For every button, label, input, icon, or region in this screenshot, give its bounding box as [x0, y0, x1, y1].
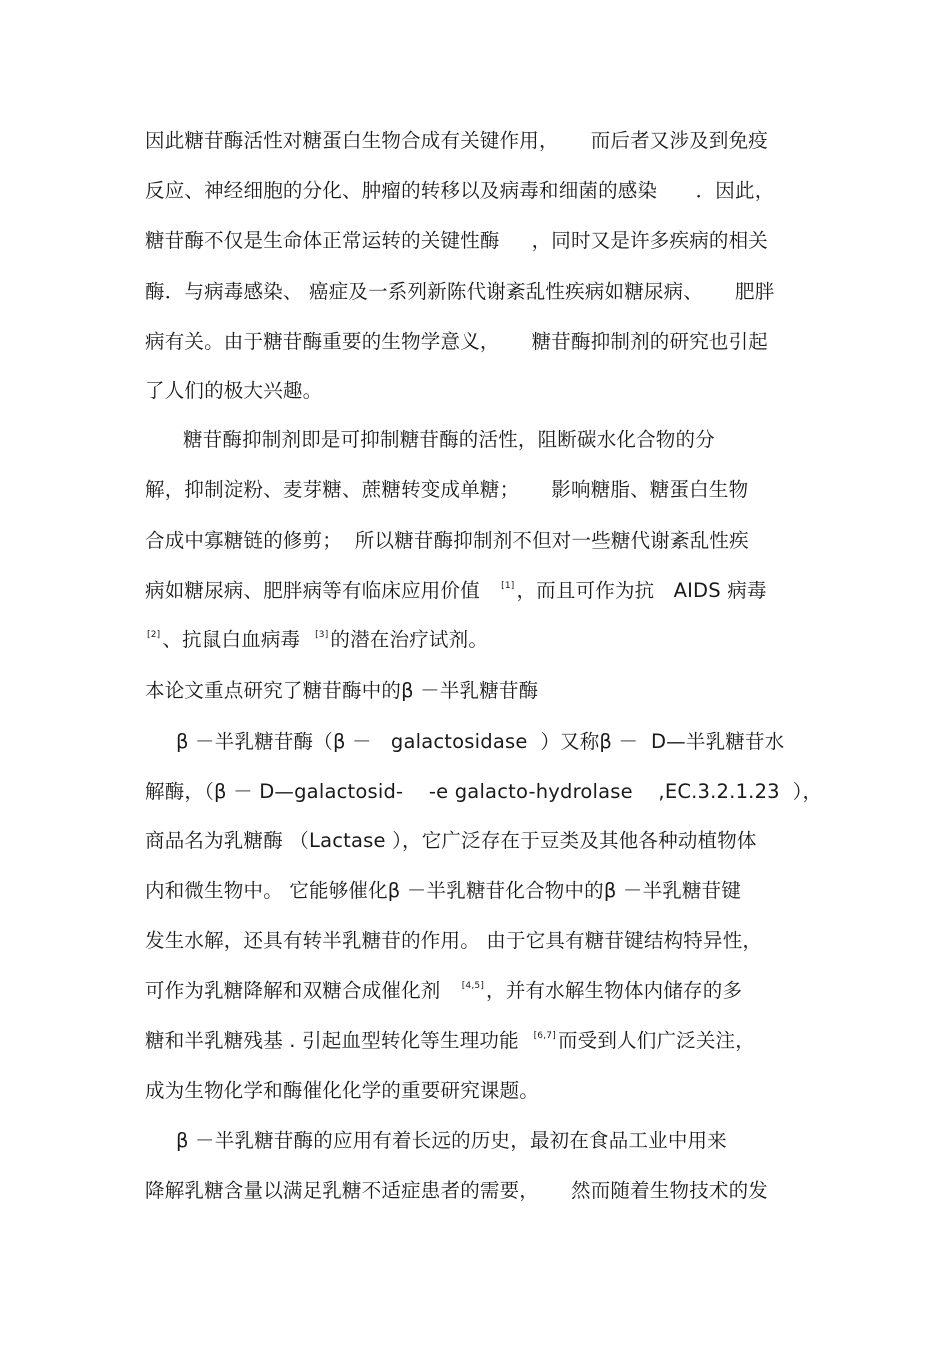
text-line-18 [145, 978, 742, 1004]
line-text: 糖和半乳糖残基 . 引起血型转化等生理功能 [145, 1029, 532, 1052]
text-line-10 [145, 578, 767, 604]
text-line-9: 合成中寡糖链的修剪； 所以糖苷酶抑制剂不但对一些糖代谢紊乱性疾 [145, 529, 749, 552]
text-line-14: 解酶，（β － D—galactosid- -e galacto-hydrolase ,EC.3.2.1.23 ）， [145, 780, 823, 803]
text-line-8: 解，抑制淀粉、麦芽糖、蔗糖转变成单糖； 影响糖脂、糖蛋白生物 [145, 478, 749, 501]
citation-ref: [6,7] [533, 1031, 556, 1041]
line-text: 病如糖尿病、肥胖病等有临床应用价值 [145, 579, 500, 602]
text-line-21: β －半乳糖苷酶的应用有着长远的历史，最初在食品工业中用来 [176, 1129, 727, 1152]
text-line-15: 商品名为乳糖酶 （Lactase ），它广泛存在于豆类及其他各种动植物体 [145, 829, 757, 852]
text-line-19 [145, 1028, 755, 1054]
text-line-4: 酶．与病毒感染、 癌症及一系列新陈代谢紊乱性疾病如糖尿病、 肥胖 [145, 280, 775, 303]
line-text: 的潜在治疗试剂。 [330, 628, 489, 651]
citation-ref: [1] [501, 581, 515, 591]
line-text: ，而且可作为抗 AIDS 病毒 [516, 579, 767, 602]
text-line-3: 糖苷酶不仅是生命体正常运转的关键性酶 ，同时又是许多疾病的相关 [145, 229, 768, 252]
text-line-7: 糖苷酶抑制剂即是可抑制糖苷酶的活性，阻断碳水化合物的分 [183, 428, 715, 451]
citation-ref: [2] [147, 630, 161, 640]
text-line-1: 因此糖苷酶活性对糖蛋白生物合成有关键作用， 而后者又涉及到免疫 [145, 129, 768, 152]
line-text: ，并有水解生物体内储存的多 [486, 979, 743, 1002]
text-line-11 [145, 627, 488, 653]
text-line-17: 发生水解，还具有转半乳糖苷的作用。 由于它具有糖苷键结构特异性， [145, 929, 763, 952]
text-line-2: 反应、神经细胞的分化、肿瘤的转移以及病毒和细菌的感染 ．因此， [145, 179, 775, 202]
line-text: 可作为乳糖降解和双糖合成催化剂 [145, 979, 460, 1002]
text-line-6: 了人们的极大兴趣。 [145, 379, 323, 402]
text-line-13: β －半乳糖苷酶（β － galactosidase ）又称β － D—半乳糖苷水 [176, 730, 785, 753]
text-line-16: 内和微生物中。 它能够催化β －半乳糖苷化合物中的β －半乳糖苷键 [145, 879, 742, 902]
text-line-5: 病有关。由于糖苷酶重要的生物学意义， 糖苷酶抑制剂的研究也引起 [145, 330, 768, 353]
text-line-20: 成为生物化学和酶催化化学的重要研究课题。 [145, 1079, 540, 1102]
line-text: 而受到人们广泛关注， [557, 1029, 755, 1052]
citation-ref: [4,5] [461, 981, 485, 991]
text-line-12: 本论文重点研究了糖苷酶中的β －半乳糖苷酶 [145, 679, 539, 702]
citation-ref: [3] [315, 630, 329, 640]
line-text: 、抗鼠白血病毒 [162, 628, 314, 651]
text-line-22: 降解乳糖含量以满足乳糖不适症患者的需要， 然而随着生物技术的发 [145, 1179, 768, 1202]
